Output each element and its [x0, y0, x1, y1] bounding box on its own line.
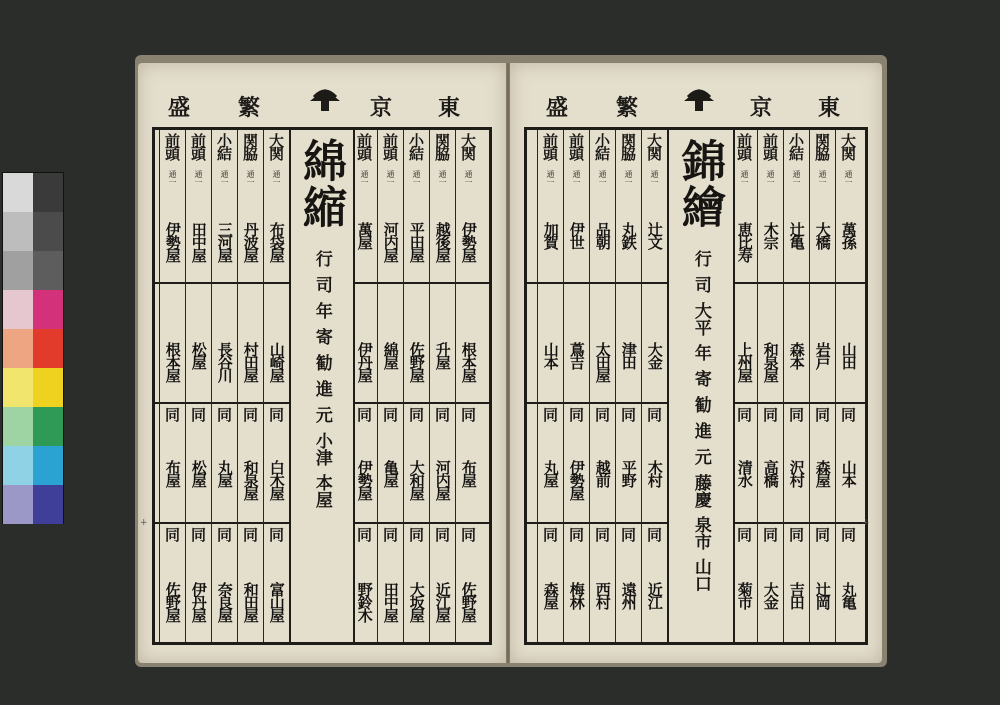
merchant-name: 長谷川 — [215, 342, 234, 381]
merchant-name: 菊市 — [735, 582, 754, 608]
merchant-name: 松屋 — [189, 460, 208, 486]
color-swatch — [33, 446, 63, 485]
color-swatch — [33, 173, 63, 212]
color-calibration-bar — [2, 172, 64, 524]
rank-label: 同 — [645, 527, 663, 540]
merchant-name: 近江屋 — [433, 582, 452, 621]
rank-label: 同 — [839, 407, 857, 420]
merchant-name: 萬屋 — [355, 222, 374, 248]
rank-label: 前頭 — [567, 133, 585, 159]
rank-label: 同 — [459, 527, 477, 540]
column-divider — [211, 130, 212, 642]
rank-label: 小結 — [787, 133, 805, 159]
color-swatch — [33, 368, 63, 407]
merchant-name: 山本 — [839, 460, 858, 486]
header-char: 東 — [438, 95, 461, 121]
center-text: 進 — [690, 422, 711, 439]
merchant-name: 村田屋 — [241, 342, 260, 381]
merchant-name: 吉田 — [787, 582, 806, 608]
merchant-name: 高橋 — [761, 460, 780, 486]
column-divider — [185, 130, 186, 642]
merchant-name: 松屋 — [189, 342, 208, 368]
right-page — [510, 63, 882, 663]
merchant-name: 平野 — [619, 460, 638, 486]
merchant-name: 津田 — [619, 342, 638, 368]
rank-label: 関脇 — [241, 133, 259, 159]
merchant-name: 升屋 — [433, 342, 452, 368]
color-swatch — [3, 446, 33, 485]
rank-label: 同 — [407, 527, 425, 540]
merchant-name: 加賀 — [541, 222, 560, 248]
merchant-name: 河内屋 — [381, 222, 400, 261]
merchant-name: 近江 — [645, 582, 664, 608]
merchant-name: 遠州 — [619, 582, 638, 608]
merchant-name: 丸亀 — [839, 582, 858, 608]
color-swatch — [33, 485, 63, 524]
header-char: 盛 — [168, 95, 191, 121]
rank-label: 小結 — [407, 133, 425, 159]
color-swatch — [3, 407, 33, 446]
color-swatch — [3, 173, 33, 212]
center-column — [289, 130, 355, 642]
merchant-name: 伊丹屋 — [189, 582, 208, 621]
merchant-name: 西村 — [593, 582, 612, 608]
left-page-header — [138, 91, 506, 125]
location-text: 通一 — [624, 170, 633, 186]
merchant-name: 田中屋 — [189, 222, 208, 261]
merchant-name: 伊勢屋 — [567, 460, 586, 499]
rank-label: 前頭 — [189, 133, 207, 159]
rank-label: 小結 — [215, 133, 233, 159]
merchant-name: 森屋 — [541, 582, 560, 608]
merchant-name: 布屋 — [163, 460, 182, 486]
merchant-name: 山崎屋 — [267, 342, 286, 381]
rank-label: 関脇 — [433, 133, 451, 159]
merchant-name: 佐野屋 — [163, 582, 182, 621]
rank-label: 大関 — [459, 133, 477, 159]
rank-label: 同 — [433, 407, 451, 420]
rank-label: 同 — [787, 527, 805, 540]
merchant-name: 綿屋 — [381, 342, 400, 368]
column-divider — [783, 130, 784, 642]
center-text: 本屋 — [311, 474, 332, 508]
merchant-name: 山本 — [541, 342, 560, 368]
center-text: 進 — [311, 380, 332, 397]
color-swatch — [3, 212, 33, 251]
page-edge-mark: + — [862, 518, 870, 528]
merchant-name: 萬孫 — [839, 222, 858, 248]
merchant-name: 丸鉄 — [619, 222, 638, 248]
color-swatch — [33, 329, 63, 368]
crest-icon — [304, 85, 346, 115]
left-page — [138, 63, 506, 663]
merchant-name: 三河屋 — [215, 222, 234, 261]
color-swatch — [3, 485, 33, 524]
column-divider — [429, 130, 430, 642]
color-swatch — [3, 329, 33, 368]
rank-label: 同 — [355, 527, 373, 540]
rank-label: 同 — [267, 527, 285, 540]
center-text: 行 — [690, 250, 711, 267]
rank-label: 関脇 — [813, 133, 831, 159]
column-divider — [835, 130, 836, 642]
color-swatch — [33, 212, 63, 251]
rank-label: 小結 — [593, 133, 611, 159]
merchant-name: 和泉屋 — [761, 342, 780, 381]
merchant-name: 越後屋 — [433, 222, 452, 261]
column-divider — [403, 130, 404, 642]
center-text: 寄 — [311, 328, 332, 345]
merchant-name: 清水 — [735, 460, 754, 486]
location-text: 通一 — [194, 170, 203, 186]
rank-label: 同 — [593, 527, 611, 540]
merchant-name: 河内屋 — [433, 460, 452, 499]
merchant-name: 佐野屋 — [459, 582, 478, 621]
merchant-name: 大坂屋 — [407, 582, 426, 621]
center-text: 小津 — [311, 432, 332, 466]
rank-label: 同 — [735, 407, 753, 420]
merchant-name: 森屋 — [813, 460, 832, 486]
location-text: 通一 — [792, 170, 801, 186]
rank-label: 関脇 — [619, 133, 637, 159]
rank-label: 同 — [189, 407, 207, 420]
rank-label: 大関 — [267, 133, 285, 159]
column-divider — [809, 130, 810, 642]
location-text: 通一 — [572, 170, 581, 186]
rank-label: 同 — [567, 527, 585, 540]
merchant-name: 佐野屋 — [407, 342, 426, 381]
center-text: 泉市 — [690, 516, 711, 550]
rank-label: 同 — [735, 527, 753, 540]
merchant-name: 富山屋 — [267, 582, 286, 621]
column-divider — [455, 130, 456, 642]
merchant-name: 梅林 — [567, 582, 586, 608]
header-char: 京 — [750, 95, 773, 121]
merchant-name: 和泉屋 — [241, 460, 260, 499]
merchant-name: 亀屋 — [381, 460, 400, 486]
rank-label: 前頭 — [163, 133, 181, 159]
center-text: 元 — [311, 406, 332, 423]
merchant-name: 伊勢屋 — [459, 222, 478, 261]
header-char: 繁 — [238, 95, 261, 121]
banzuke-table-right — [524, 127, 868, 645]
merchant-name: 辻岡 — [813, 582, 832, 608]
merchant-name: 大橋 — [813, 222, 832, 248]
rank-label: 同 — [241, 407, 259, 420]
rank-label: 同 — [813, 407, 831, 420]
rank-label: 前頭 — [541, 133, 559, 159]
merchant-name: 平田屋 — [407, 222, 426, 261]
merchant-name: 品朝 — [593, 222, 612, 248]
merchant-name: 蔦吉 — [567, 342, 586, 368]
rank-label: 同 — [163, 407, 181, 420]
rank-label: 大関 — [645, 133, 663, 159]
rank-label: 同 — [761, 407, 779, 420]
page-edge-mark: + — [140, 518, 148, 528]
center-text: 司 — [690, 276, 711, 293]
center-text: 勧 — [690, 396, 711, 413]
rank-label: 同 — [787, 407, 805, 420]
location-text: 通一 — [220, 170, 229, 186]
location-text: 通一 — [360, 170, 369, 186]
location-text: 通一 — [766, 170, 775, 186]
merchant-name: 恵比寿 — [735, 222, 754, 261]
location-text: 通一 — [246, 170, 255, 186]
rank-label: 同 — [567, 407, 585, 420]
location-text: 通一 — [412, 170, 421, 186]
merchant-name: 白木屋 — [267, 460, 286, 499]
center-text: 勧 — [311, 354, 332, 371]
column-divider — [615, 130, 616, 642]
rank-label: 同 — [645, 407, 663, 420]
rank-label: 前頭 — [735, 133, 753, 159]
center-text: 司 — [311, 276, 332, 293]
rank-label: 同 — [593, 407, 611, 420]
merchant-name: 木村 — [645, 460, 664, 486]
merchant-name: 野鈴木 — [355, 582, 374, 621]
center-text: 大平 — [690, 302, 711, 336]
location-text: 通一 — [168, 170, 177, 186]
column-divider — [263, 130, 264, 642]
rank-label: 前頭 — [355, 133, 373, 159]
merchant-name: 上州屋 — [735, 342, 754, 381]
merchant-name: 奈良屋 — [215, 582, 234, 621]
center-text: 元 — [690, 448, 711, 465]
rank-label: 前頭 — [381, 133, 399, 159]
rank-label: 同 — [241, 527, 259, 540]
merchant-name: 伊丹屋 — [355, 342, 374, 381]
column-divider — [537, 130, 538, 642]
merchant-name: 木宗 — [761, 222, 780, 248]
center-text: 寄 — [690, 370, 711, 387]
rank-label: 同 — [267, 407, 285, 420]
location-text: 通一 — [740, 170, 749, 186]
rank-label: 同 — [355, 407, 373, 420]
open-book — [135, 55, 887, 667]
merchant-name: 丸屋 — [541, 460, 560, 486]
rank-label: 同 — [541, 527, 559, 540]
color-swatch — [33, 251, 63, 290]
merchant-name: 丹波屋 — [241, 222, 260, 261]
header-char: 盛 — [546, 95, 569, 121]
location-text: 通一 — [438, 170, 447, 186]
merchant-name: 布袋屋 — [267, 222, 286, 261]
merchant-name: 太田屋 — [593, 342, 612, 381]
banzuke-table-left — [152, 127, 492, 645]
location-text: 通一 — [844, 170, 853, 186]
rank-label: 前頭 — [761, 133, 779, 159]
title-text: 錦繪 — [674, 138, 725, 230]
merchant-name: 大和屋 — [407, 460, 426, 499]
color-swatch — [3, 251, 33, 290]
location-text: 通一 — [464, 170, 473, 186]
title-text: 綿縮 — [295, 138, 346, 230]
center-text: 山口 — [690, 558, 711, 592]
right-page-header — [510, 91, 882, 125]
column-divider — [237, 130, 238, 642]
column-divider — [757, 130, 758, 642]
merchant-name: 沢村 — [787, 460, 806, 486]
merchant-name: 大金 — [645, 342, 664, 368]
merchant-name: 布屋 — [459, 460, 478, 486]
merchant-name: 田中屋 — [381, 582, 400, 621]
color-swatch — [33, 290, 63, 329]
rank-label: 同 — [619, 407, 637, 420]
rank-label: 同 — [459, 407, 477, 420]
merchant-name: 山田 — [839, 342, 858, 368]
merchant-name: 和田屋 — [241, 582, 260, 621]
merchant-name: 根本屋 — [459, 342, 478, 381]
color-swatch — [33, 407, 63, 446]
rank-label: 同 — [433, 527, 451, 540]
merchant-name: 根本屋 — [163, 342, 182, 381]
rank-label: 大関 — [839, 133, 857, 159]
center-text: 行 — [311, 250, 332, 267]
location-text: 通一 — [386, 170, 395, 186]
center-text: 藤慶 — [690, 474, 711, 508]
column-divider — [641, 130, 642, 642]
center-column — [667, 130, 735, 642]
header-char: 繁 — [616, 95, 639, 121]
merchant-name: 大金 — [761, 582, 780, 608]
center-text: 年 — [690, 344, 711, 361]
column-divider — [563, 130, 564, 642]
rank-label: 同 — [839, 527, 857, 540]
crest-icon — [678, 85, 720, 115]
location-text: 通一 — [272, 170, 281, 186]
merchant-name: 越前 — [593, 460, 612, 486]
rank-label: 同 — [813, 527, 831, 540]
merchant-name: 森本 — [787, 342, 806, 368]
column-divider — [377, 130, 378, 642]
rank-label: 同 — [619, 527, 637, 540]
rank-label: 同 — [163, 527, 181, 540]
column-divider — [159, 130, 160, 642]
center-text: 年 — [311, 302, 332, 319]
location-text: 通一 — [598, 170, 607, 186]
merchant-name: 辻亀 — [787, 222, 806, 248]
rank-label: 同 — [215, 527, 233, 540]
rank-label: 同 — [381, 527, 399, 540]
header-char: 東 — [818, 95, 841, 121]
rank-label: 同 — [541, 407, 559, 420]
column-divider — [589, 130, 590, 642]
color-swatch — [3, 290, 33, 329]
rank-label: 同 — [189, 527, 207, 540]
merchant-name: 伊勢屋 — [163, 222, 182, 261]
rank-label: 同 — [381, 407, 399, 420]
merchant-name: 辻文 — [645, 222, 664, 248]
color-swatch — [3, 368, 33, 407]
location-text: 通一 — [650, 170, 659, 186]
merchant-name: 伊勢屋 — [355, 460, 374, 499]
rank-label: 同 — [407, 407, 425, 420]
rank-label: 同 — [761, 527, 779, 540]
rank-label: 同 — [215, 407, 233, 420]
location-text: 通一 — [818, 170, 827, 186]
merchant-name: 丸屋 — [215, 460, 234, 486]
merchant-name: 岩戸 — [813, 342, 832, 368]
header-char: 京 — [370, 95, 393, 121]
location-text: 通一 — [546, 170, 555, 186]
merchant-name: 伊世 — [567, 222, 586, 248]
